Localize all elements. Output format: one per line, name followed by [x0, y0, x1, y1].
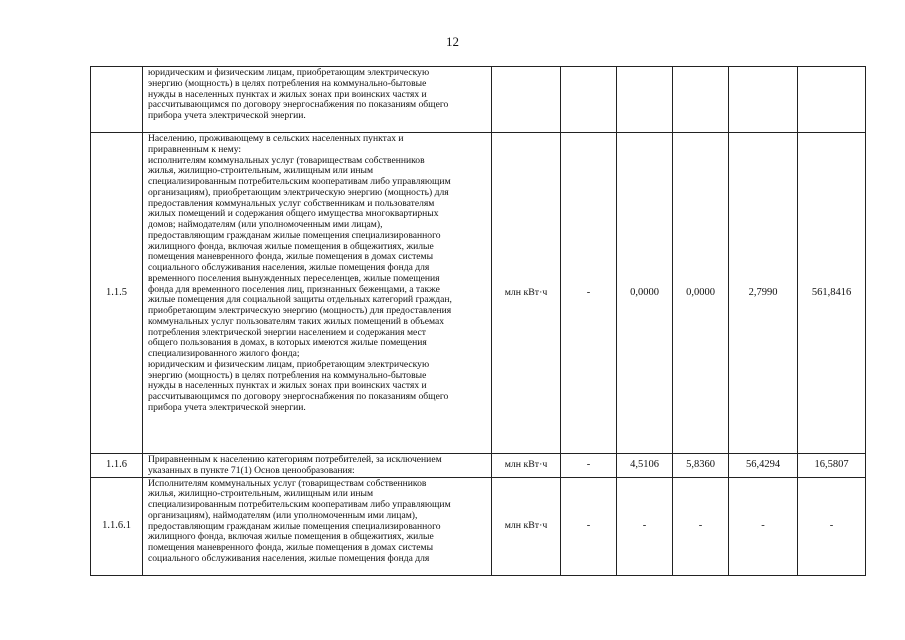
description-line: жилищного фонда, включая жилые помещения в общежитиях, жилые	[148, 240, 434, 252]
description-line: помещения маневренного фонда, жилые помещения в домах системы	[148, 251, 434, 263]
description-line: указанных в пункте 71(1) Основ ценообразования:	[148, 464, 355, 476]
row-code: 1.1.6	[91, 454, 143, 478]
description-line: исполнителям коммунальных услуг (товариществам собственников	[148, 154, 425, 166]
description-line: прибора учета электрической энергии.	[148, 401, 306, 413]
row-value-4: -	[729, 477, 798, 575]
description-line: приобретающим электрическую энергию (мощность) для предоставления	[148, 305, 452, 316]
table-row	[91, 133, 866, 454]
description-line: социального обслуживания населения, жилые помещения фонда для	[148, 552, 430, 564]
description-line: потребления электрической энергии населением и содержания мест	[148, 326, 426, 338]
description-line: прибора учета электрической энергии.	[148, 110, 306, 121]
row-value-3: -	[673, 477, 729, 575]
row-description	[143, 67, 492, 133]
description-line: предоставляющим гражданам жилые помещения специализированного	[148, 229, 441, 241]
row-value-5: 561,8416	[798, 133, 866, 454]
description-line: организациям), приобретающим электрическую энергию (мощность) для	[148, 186, 449, 198]
description-line: рассчитывающимся по договору энергоснабжения по показаниям общего	[148, 99, 449, 111]
row-unit: млн кВт·ч	[492, 477, 561, 575]
description-line: юридическим и физическим лицам, приобретающим электрическую	[148, 358, 430, 370]
description-line: коммунальных услуг пользователям таких жилых помещений в объемах	[148, 315, 445, 327]
row-code	[91, 67, 143, 133]
row-unit: млн кВт·ч	[492, 454, 561, 478]
description-line: жилья, жилищно-строительным, жилищным или иным	[148, 165, 374, 177]
row-unit	[492, 67, 561, 133]
description-line: специализированным потребительским кооперативам либо управляющим	[148, 176, 451, 187]
row-value-2: 4,5106	[617, 454, 673, 478]
row-value-3: 5,8360	[673, 454, 729, 478]
description-line: Приравненным к населению категориям потребителей, за исключением	[148, 454, 442, 465]
row-value-4: 2,7990	[729, 133, 798, 454]
row-description	[143, 133, 492, 454]
row-unit: млн кВт·ч	[492, 133, 561, 454]
description-line: фонда для временного поселения лиц, признанных беженцами, а также	[148, 283, 440, 295]
description-line: юридическим и физическим лицам, приобретающим электрическую	[148, 67, 430, 78]
row-code: 1.1.6.1	[91, 477, 143, 575]
description-line: Исполнителям коммунальных услуг (товариществам собственников	[148, 477, 427, 489]
description-line: энергию (мощность) в целях потребления на коммунально-бытовые	[148, 77, 427, 89]
description-line: жилищного фонда, включая жилые помещения в общежитиях, жилые	[148, 531, 434, 543]
row-value-2	[617, 67, 673, 133]
row-value-2: 0,0000	[617, 133, 673, 454]
description-line: рассчитывающимся по договору энергоснабжения по показаниям общего	[148, 391, 449, 402]
description-line: предоставляющим гражданам жилые помещения специализированного	[148, 520, 441, 532]
description-line: специализированным потребительским кооперативам либо управляющим	[148, 499, 451, 510]
description-line: жилые помещения для социальной защиты отдельных категорий граждан,	[148, 294, 452, 306]
description-line: временного поселения вынужденных переселенцев, жилые помещения	[148, 272, 440, 284]
description-line: нужды в населенных пунктах и жилых зонах при воинских частях и	[148, 380, 427, 392]
description-line: общего пользования в домах, в которых имеются жилые помещения	[148, 337, 427, 349]
row-value-5: -	[798, 477, 866, 575]
description-line: нужды в населенных пунктах и жилых зонах при воинских частях и	[148, 88, 427, 100]
description-line: жилых помещений и содержания общего имущества многоквартирных	[148, 208, 439, 220]
row-value-3	[673, 67, 729, 133]
description-line: Населению, проживающему в сельских населенных пунктах и	[148, 133, 404, 144]
row-value-3: 0,0000	[673, 133, 729, 454]
description-line: социального обслуживания населения, жилые помещения фонда для	[148, 262, 430, 273]
description-line: домов; наймодателям (или уполномоченным ими лицам),	[148, 219, 383, 230]
row-value-5	[798, 67, 866, 133]
row-code: 1.1.5	[91, 133, 143, 454]
tariff-table	[90, 66, 866, 576]
description-line: жилья, жилищно-строительным, жилищным или иным	[148, 488, 374, 500]
row-value-4	[729, 67, 798, 133]
row-value-1: -	[561, 133, 617, 454]
row-value-1: -	[561, 477, 617, 575]
row-description	[143, 454, 492, 478]
table-row	[91, 67, 866, 133]
description-line: предоставления коммунальных услуг собственникам и пользователям	[148, 197, 435, 209]
table-row	[91, 454, 866, 478]
row-description	[143, 477, 492, 575]
row-value-1	[561, 67, 617, 133]
row-value-2: -	[617, 477, 673, 575]
description-line: энергию (мощность) в целях потребления на коммунально-бытовые	[148, 369, 427, 381]
table-row	[91, 477, 866, 575]
row-value-5: 16,5807	[798, 454, 866, 478]
row-value-4: 56,4294	[729, 454, 798, 478]
description-line: организациям), наймодателям (или уполномоченным ими лицам),	[148, 509, 418, 521]
page-number: 12	[446, 34, 459, 49]
description-line: приравненным к нему:	[148, 143, 242, 155]
description-line: помещения маневренного фонда, жилые помещения в домах системы	[148, 542, 434, 553]
row-value-1: -	[561, 454, 617, 478]
description-line: специализированного жилого фонда;	[148, 348, 300, 359]
